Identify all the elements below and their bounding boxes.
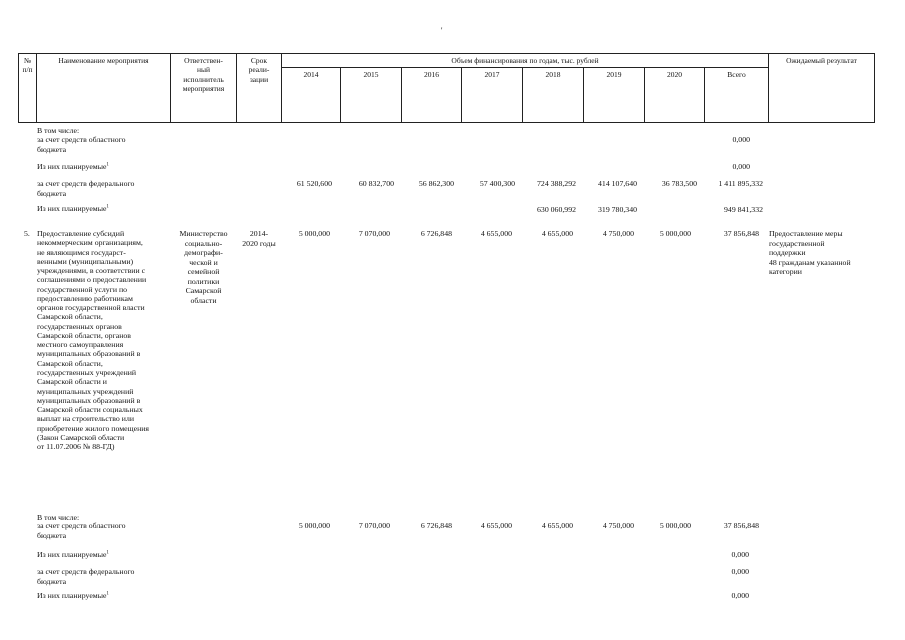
block2-including-label: В том числе: xyxy=(37,513,80,522)
block1-planned1-total: 0,000 xyxy=(732,162,750,171)
header-result: Ожидаемый результат xyxy=(786,56,857,65)
block2-regional-label: за счет средств областного бюджета xyxy=(37,521,126,540)
block1-planned2-2018: 630 060,992 xyxy=(537,205,576,214)
block1-planned2-2019: 319 780,340 xyxy=(598,205,637,214)
vline-13 xyxy=(874,53,875,123)
block1-regional-label: за счет средств областного бюджета xyxy=(37,135,126,154)
header-year-2019: 2019 xyxy=(606,70,622,79)
block2-regional-total: 37 856,848 xyxy=(723,521,759,530)
block2-regional-2014: 5 000,000 xyxy=(298,521,330,530)
block2-federal-total: 0,000 xyxy=(731,567,749,576)
block1-federal-2018: 724 388,292 xyxy=(537,179,576,188)
header-year-2016: 2016 xyxy=(424,70,439,79)
block2-federal-label: за счет средств федерального бюджета xyxy=(37,567,135,586)
item5-name: Предоставление субсидий некоммерческим организациям, не являющимся государст- венными (муниципальными) учреждениями, в соответствии с соглашениями о предоставлении государственной услуги по предоставлению работникам органов государственной власти Самарской области, государственных органов Самарской области, органов местного самоуправления муниципальных образований в Самарской области, государственных учреждений Самарской области и муниципальных учреждений муниципальных образований в Самарской области социальных выплат на строительство или приобретение жилого помещения (Закон Самарской области от 11.07.2006 № 88-ГД) xyxy=(37,229,150,452)
block2-regional-2019: 4 750,000 xyxy=(602,521,634,530)
block1-regional-total: 0,000 xyxy=(732,135,750,144)
header-responsible: Ответствен- ный исполнитель мероприятия xyxy=(182,56,225,94)
header-financing: Объем финансирования по годам, тыс. рублей xyxy=(451,56,599,65)
header-name: Наименование мероприятия xyxy=(58,56,149,65)
block1-planned2-label: Из них планируемые xyxy=(37,204,107,213)
footnote-mark: 1 xyxy=(106,550,109,556)
header-year-2014: 2014 xyxy=(303,70,319,79)
header-year-2020: 2020 xyxy=(667,70,682,79)
block2-planned2-total: 0,000 xyxy=(731,591,749,600)
block1-federal-total: 1 411 895,332 xyxy=(718,179,763,188)
block2-planned1-label: Из них планируемые xyxy=(37,550,107,559)
item5-2014: 5 000,000 xyxy=(298,229,330,238)
page-mark: ' xyxy=(441,26,443,35)
header-year-2017: 2017 xyxy=(484,70,500,79)
block2-regional-2015: 7 070,000 xyxy=(358,521,390,530)
header-top-rule xyxy=(18,53,874,54)
block1-federal-2016: 56 862,300 xyxy=(418,179,454,188)
item5-2015: 7 070,000 xyxy=(358,229,390,238)
item5-num: 5. xyxy=(24,229,30,238)
footnote-mark: 1 xyxy=(106,591,109,597)
footnote-mark: 1 xyxy=(106,204,109,210)
item5-total: 37 856,848 xyxy=(723,229,759,238)
item5-2019: 4 750,000 xyxy=(602,229,634,238)
header-year-2018: 2018 xyxy=(545,70,561,79)
item5-term: 2014- 2020 годы xyxy=(242,229,276,248)
block2-regional-2020: 5 000,000 xyxy=(659,521,691,530)
header-years-rule xyxy=(282,67,768,68)
block1-including-label: В том числе: xyxy=(37,126,80,135)
block2-regional-2016: 6 726,848 xyxy=(420,521,452,530)
block1-federal-2019: 414 107,640 xyxy=(598,179,637,188)
block1-federal-2020: 36 783,500 xyxy=(661,179,697,188)
item5-2017: 4 655,000 xyxy=(480,229,512,238)
header-term: Срок реали- зации xyxy=(248,56,270,84)
block1-planned1-row xyxy=(37,162,109,172)
block2-planned2-row xyxy=(37,591,109,601)
header-bottom-rule xyxy=(18,122,874,123)
header-num: № п/п xyxy=(22,56,33,75)
header-total: Всего xyxy=(727,70,746,79)
block2-planned1-row xyxy=(37,550,109,560)
block1-planned2-total: 949 841,332 xyxy=(724,205,763,214)
block2-regional-2018: 4 655,000 xyxy=(541,521,573,530)
block1-federal-label: за счет средств федерального бюджета xyxy=(37,179,135,198)
block1-planned1-label: Из них планируемые xyxy=(37,162,107,171)
item5-2020: 5 000,000 xyxy=(659,229,691,238)
block1-federal-2015: 60 832,700 xyxy=(358,179,394,188)
block1-federal-2017: 57 400,300 xyxy=(479,179,515,188)
block2-regional-2017: 4 655,000 xyxy=(480,521,512,530)
item5-2016: 6 726,848 xyxy=(420,229,452,238)
item5-2018: 4 655,000 xyxy=(541,229,573,238)
item5-responsible: Министерство социально- демографи- ческой и семейной политики Самарской области xyxy=(179,229,228,305)
block2-planned2-label: Из них планируемые xyxy=(37,591,107,600)
block1-planned2-row xyxy=(37,204,109,214)
block2-planned1-total: 0,000 xyxy=(731,550,749,559)
item5-result: Предоставление меры государственной поддержки 48 гражданам указанной категории xyxy=(769,229,851,276)
block1-federal-2014: 61 520,600 xyxy=(296,179,332,188)
footnote-mark: 1 xyxy=(106,162,109,168)
header-year-2015: 2015 xyxy=(363,70,379,79)
